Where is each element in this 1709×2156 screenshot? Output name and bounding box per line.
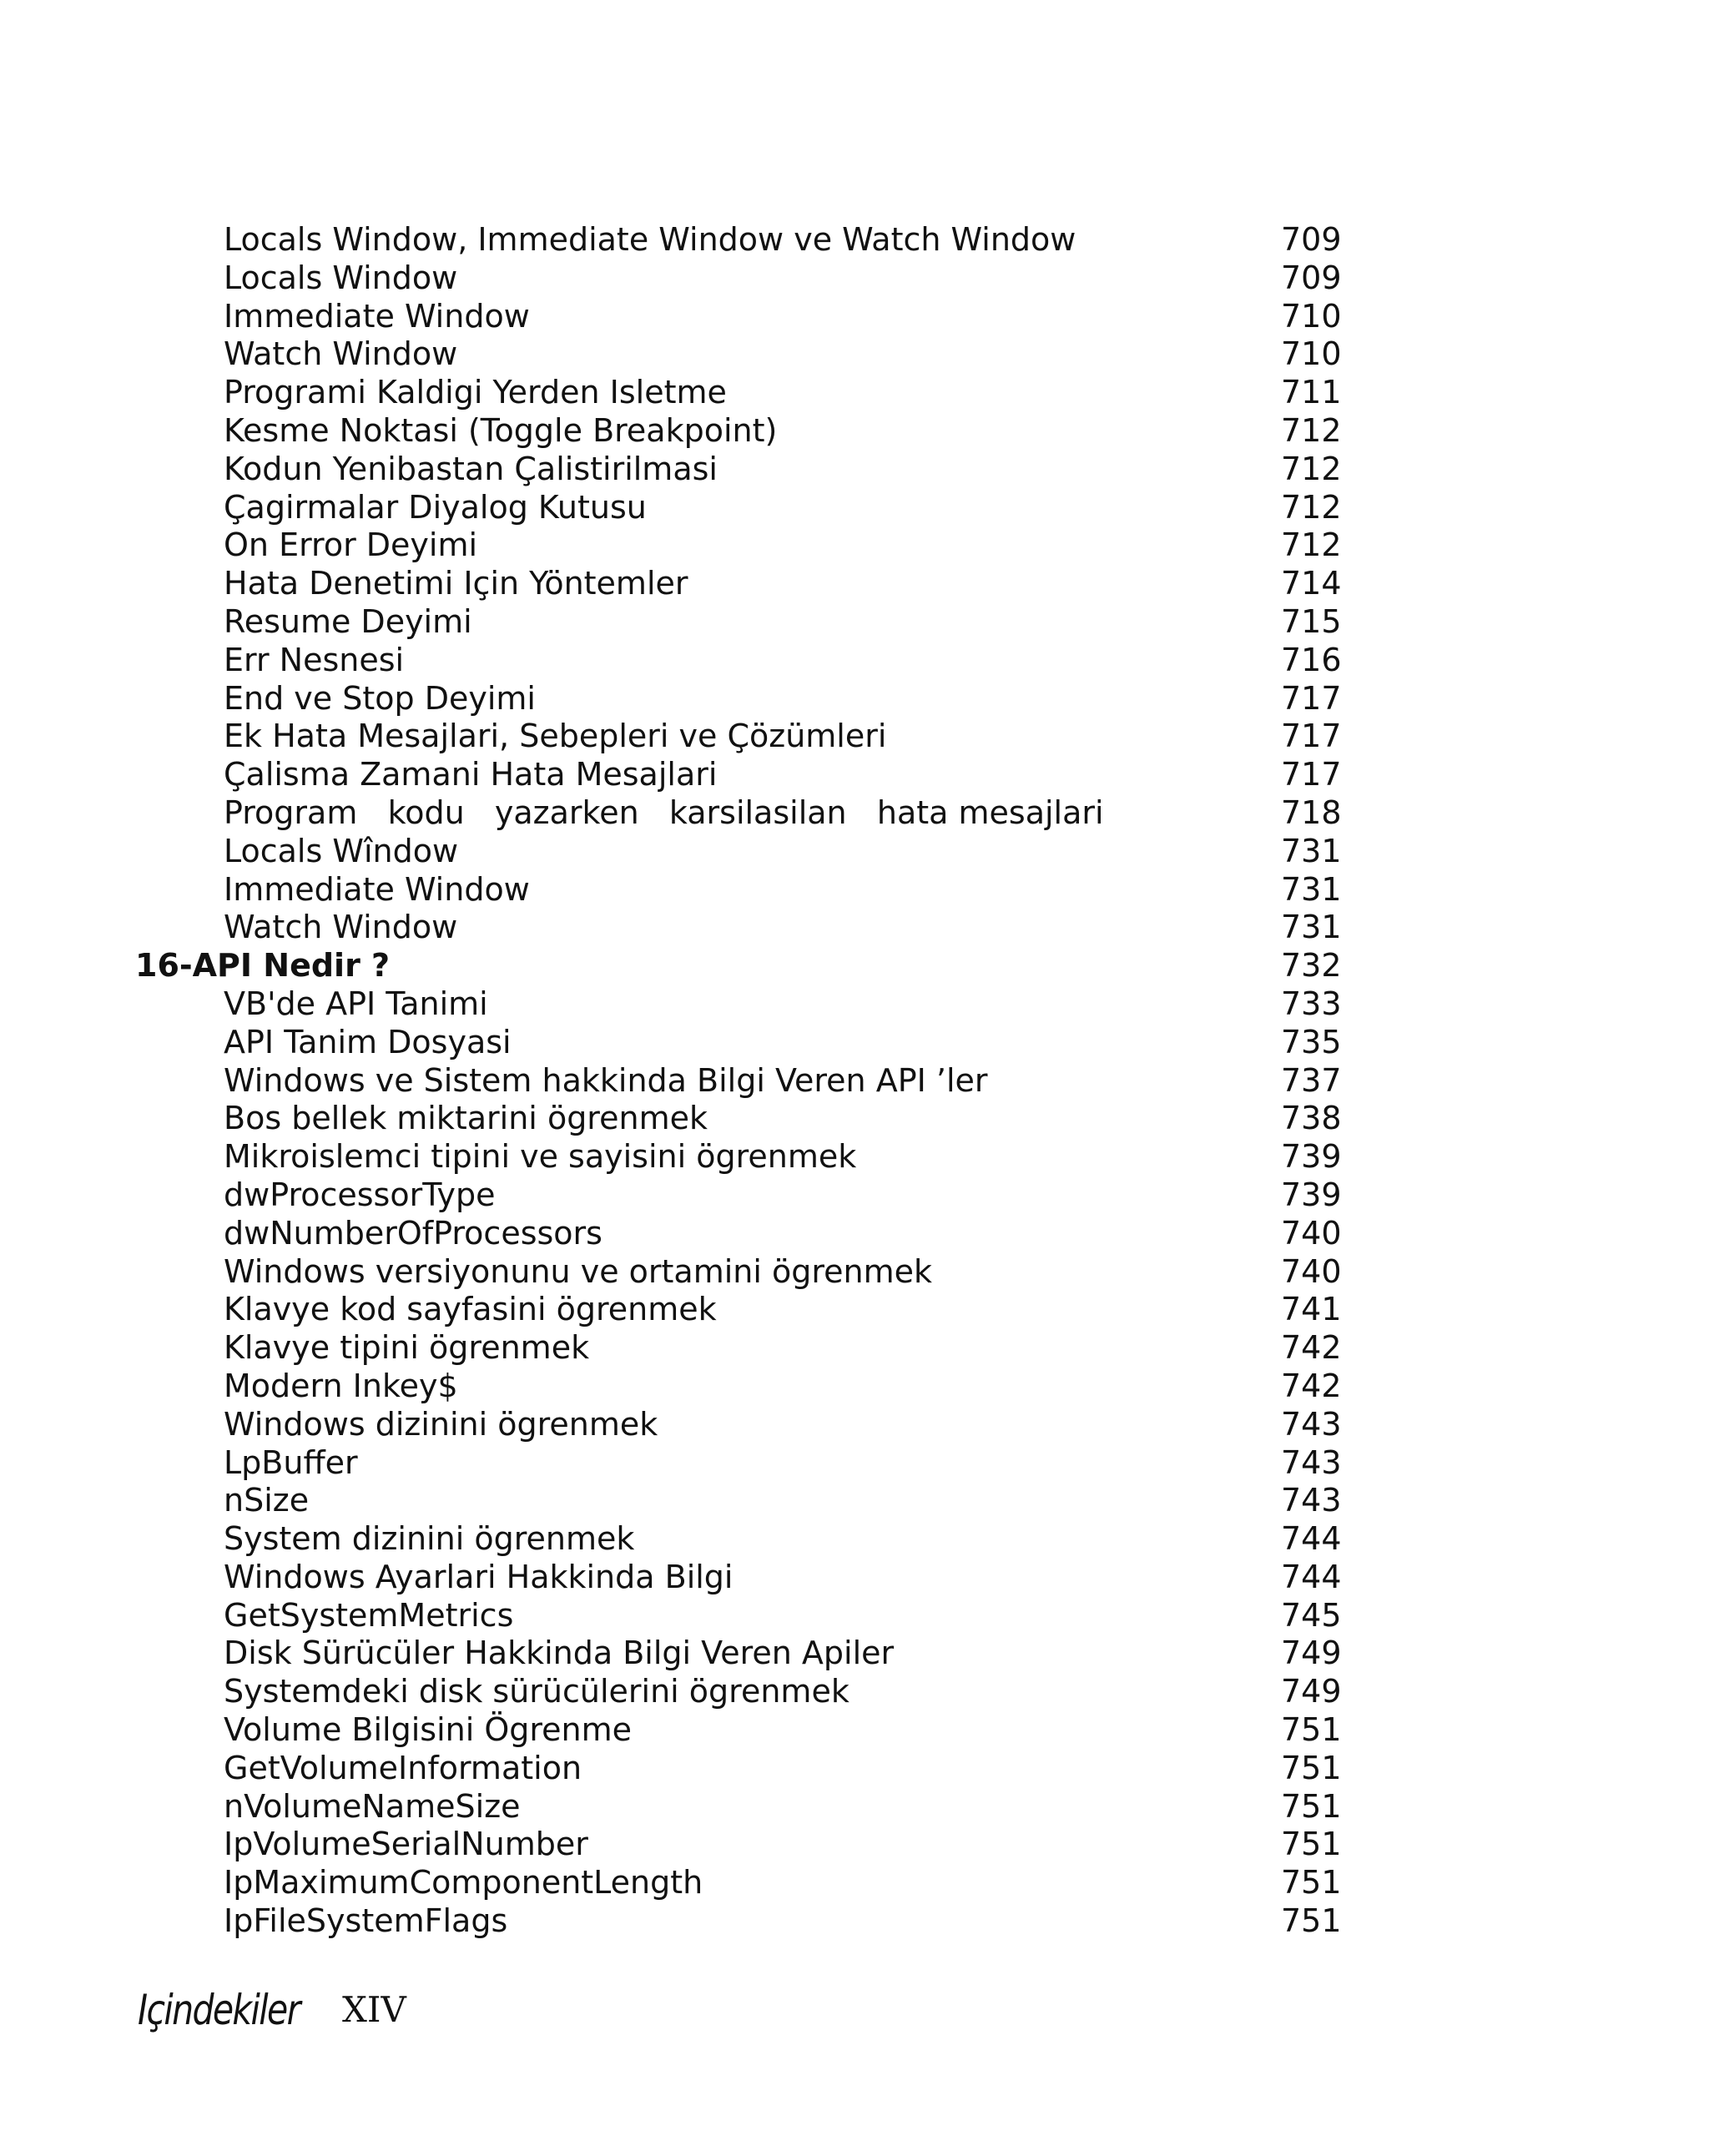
toc-entry xyxy=(0,489,1709,527)
toc-entry-page: 749 xyxy=(1281,1673,1342,1710)
toc-entry-page: 733 xyxy=(1281,985,1342,1022)
toc-entry-title: dwProcessorType xyxy=(224,1176,496,1213)
toc-entry-page: 742 xyxy=(1281,1329,1342,1367)
toc-entry-page: 739 xyxy=(1281,1138,1342,1176)
toc-entry-title: Volume Bilgisini Ögrenme xyxy=(224,1711,633,1749)
toc-entry xyxy=(0,718,1709,756)
toc-entry xyxy=(0,603,1709,642)
toc-entry-title: nVolumeNameSize xyxy=(224,1787,521,1825)
toc-entry xyxy=(0,565,1709,603)
toc-entry-title: Windows dizinini ögrenmek xyxy=(224,1405,658,1443)
toc-entry-title: Windows versiyonunu ve ortamini ögrenmek xyxy=(224,1252,933,1290)
toc-entry-page: 742 xyxy=(1281,1367,1342,1404)
toc-entry-page: 741 xyxy=(1281,1291,1342,1328)
toc-entry xyxy=(0,1559,1709,1597)
toc-entry-page: 751 xyxy=(1281,1826,1342,1863)
toc-entry-page: 712 xyxy=(1281,526,1342,564)
toc-entry xyxy=(0,412,1709,451)
toc-entry-title: dwNumberOfProcessors xyxy=(224,1214,602,1252)
toc-entry-title: Kesme Noktasi (Toggle Breakpoint) xyxy=(224,411,778,449)
toc-entry-page: 717 xyxy=(1281,679,1342,717)
toc-entry-page: 743 xyxy=(1281,1405,1342,1443)
toc-entry xyxy=(0,1215,1709,1253)
toc-entry xyxy=(0,374,1709,412)
toc-entry-title: 16-API Nedir ? xyxy=(135,947,391,985)
toc-entry xyxy=(0,1482,1709,1520)
toc-entry-page: 745 xyxy=(1281,1596,1342,1634)
toc-entry-title: API Tanim Dosyasi xyxy=(224,1023,512,1060)
toc-entry xyxy=(0,451,1709,489)
toc-entry-page: 738 xyxy=(1281,1100,1342,1137)
toc-entry-page: 712 xyxy=(1281,488,1342,526)
toc-entry-page: 751 xyxy=(1281,1711,1342,1749)
toc-entry xyxy=(0,335,1709,374)
toc-entry-title: Disk Sürücüler Hakkinda Bilgi Veren Apiler xyxy=(224,1635,895,1672)
toc-entry-title: IpMaximumComponentLength xyxy=(224,1864,703,1902)
toc-entry-title: GetVolumeInformation xyxy=(224,1749,582,1786)
toc-entry-title: IpVolumeSerialNumber xyxy=(224,1826,588,1863)
toc-entry-title: Bos bellek miktarini ögrenmek xyxy=(224,1100,708,1137)
toc-entry xyxy=(0,794,1709,833)
toc-entry xyxy=(0,1864,1709,1902)
toc-entry xyxy=(0,1826,1709,1864)
toc-entry-title: GetSystemMetrics xyxy=(224,1596,514,1634)
toc-entry-page: 732 xyxy=(1281,947,1342,985)
toc-entry-title: Resume Deyimi xyxy=(224,602,472,640)
toc-entry xyxy=(0,985,1709,1024)
toc-entry-page: 711 xyxy=(1281,374,1342,411)
toc-entry-title: Windows ve Sistem hakkinda Bilgi Veren API ’ler xyxy=(224,1061,988,1099)
toc-entry-page: 749 xyxy=(1281,1635,1342,1672)
toc-entry-page: 751 xyxy=(1281,1864,1342,1902)
toc-entry-title: Klavye tipini ögrenmek xyxy=(224,1329,590,1367)
toc-entry-page: 731 xyxy=(1281,832,1342,869)
toc-entry-title: Immediate Window xyxy=(224,297,530,335)
toc-entry xyxy=(0,1291,1709,1329)
toc-entry-page: 743 xyxy=(1281,1443,1342,1481)
toc-entry-page: 712 xyxy=(1281,450,1342,487)
toc-entry-title: Immediate Window xyxy=(224,870,530,908)
toc-entry xyxy=(0,833,1709,871)
toc-chapter-entry xyxy=(0,947,1709,985)
toc-entry xyxy=(0,1597,1709,1635)
toc-entry xyxy=(0,1368,1709,1406)
toc-entry-title: Klavye kod sayfasini ögrenmek xyxy=(224,1291,717,1328)
toc-entry-title: Windows Ayarlari Hakkinda Bilgi xyxy=(224,1558,734,1595)
toc-entry-title: Systemdeki disk sürücülerini ögrenmek xyxy=(224,1673,849,1710)
toc-entry-title: Kodun Yenibastan Çalistirilmasi xyxy=(224,450,718,487)
toc-entry-page: 709 xyxy=(1281,259,1342,296)
toc-entry-page: 739 xyxy=(1281,1176,1342,1213)
toc-entry xyxy=(0,221,1709,259)
table-of-contents xyxy=(0,221,1709,1941)
toc-entry-title: Program kodu yazarken karsilasilan hata mesajlari xyxy=(224,793,1104,831)
toc-entry-title: On Error Deyimi xyxy=(224,526,478,564)
toc-entry-title: Locals Window, Immediate Window ve Watch Window xyxy=(224,221,1076,258)
toc-entry xyxy=(0,1176,1709,1215)
toc-entry-page: 744 xyxy=(1281,1558,1342,1595)
toc-entry-page: 751 xyxy=(1281,1749,1342,1786)
toc-entry-page: 744 xyxy=(1281,1520,1342,1558)
footer-page-number: XIV xyxy=(342,1989,406,2030)
toc-entry xyxy=(0,1138,1709,1176)
toc-entry xyxy=(0,1673,1709,1711)
toc-entry-title: Hata Denetimi Için Yöntemler xyxy=(224,565,688,602)
page-footer xyxy=(138,1986,406,2044)
toc-entry-page: 731 xyxy=(1281,909,1342,946)
toc-entry-page: 709 xyxy=(1281,221,1342,258)
toc-entry xyxy=(0,1253,1709,1292)
toc-entry-page: 715 xyxy=(1281,602,1342,640)
toc-entry-title: LpBuffer xyxy=(224,1443,358,1481)
toc-entry xyxy=(0,1635,1709,1673)
toc-entry-title: Err Nesnesi xyxy=(224,641,405,678)
toc-entry-title: IpFileSystemFlags xyxy=(224,1902,508,1940)
toc-entry-page: 714 xyxy=(1281,565,1342,602)
toc-entry xyxy=(0,1406,1709,1444)
toc-entry xyxy=(0,756,1709,794)
toc-entry-page: 712 xyxy=(1281,411,1342,449)
toc-entry-title: Çalisma Zamani Hata Mesajlari xyxy=(224,756,718,793)
toc-entry xyxy=(0,642,1709,680)
toc-entry xyxy=(0,298,1709,336)
toc-entry-title: nSize xyxy=(224,1482,310,1519)
toc-entry-page: 737 xyxy=(1281,1061,1342,1099)
toc-entry-title: Modern Inkey$ xyxy=(224,1367,458,1404)
toc-entry-page: 717 xyxy=(1281,718,1342,755)
toc-entry-title: Mikroislemci tipini ve sayisini ögrenmek xyxy=(224,1138,857,1176)
toc-entry xyxy=(0,1100,1709,1138)
toc-entry xyxy=(0,526,1709,565)
toc-entry-page: 751 xyxy=(1281,1902,1342,1940)
toc-entry-page: 740 xyxy=(1281,1252,1342,1290)
footer-title: Içindekiler xyxy=(138,1986,300,2034)
toc-entry-title: VB'de API Tanimi xyxy=(224,985,488,1022)
toc-entry-title: System dizinini ögrenmek xyxy=(224,1520,635,1558)
toc-entry-page: 710 xyxy=(1281,297,1342,335)
toc-entry-page: 743 xyxy=(1281,1482,1342,1519)
toc-entry xyxy=(0,1902,1709,1941)
toc-entry xyxy=(0,1444,1709,1483)
toc-entry xyxy=(0,1329,1709,1368)
toc-entry-page: 735 xyxy=(1281,1023,1342,1060)
toc-entry-page: 710 xyxy=(1281,335,1342,373)
toc-entry xyxy=(0,1711,1709,1750)
toc-entry-page: 717 xyxy=(1281,756,1342,793)
toc-entry-title: Ek Hata Mesajlari, Sebepleri ve Çözümleri xyxy=(224,718,887,755)
toc-entry-title: Locals Wîndow xyxy=(224,832,459,869)
toc-entry xyxy=(0,259,1709,298)
toc-entry xyxy=(0,1024,1709,1062)
toc-entry xyxy=(0,680,1709,718)
toc-entry-title: End ve Stop Deyimi xyxy=(224,679,536,717)
toc-entry-title: Programi Kaldigi Yerden Isletme xyxy=(224,374,727,411)
toc-entry-title: Çagirmalar Diyalog Kutusu xyxy=(224,488,647,526)
toc-entry-page: 751 xyxy=(1281,1787,1342,1825)
toc-entry-title: Locals Window xyxy=(224,259,458,296)
toc-entry xyxy=(0,909,1709,947)
toc-entry xyxy=(0,1520,1709,1559)
toc-entry xyxy=(0,1788,1709,1826)
toc-entry-page: 740 xyxy=(1281,1214,1342,1252)
toc-entry-page: 716 xyxy=(1281,641,1342,678)
toc-entry xyxy=(0,1750,1709,1788)
toc-entry-page: 718 xyxy=(1281,793,1342,831)
toc-entry xyxy=(0,1062,1709,1101)
toc-entry-title: Watch Window xyxy=(224,335,458,373)
toc-entry-page: 731 xyxy=(1281,870,1342,908)
toc-entry-title: Watch Window xyxy=(224,909,458,946)
toc-entry xyxy=(0,871,1709,909)
